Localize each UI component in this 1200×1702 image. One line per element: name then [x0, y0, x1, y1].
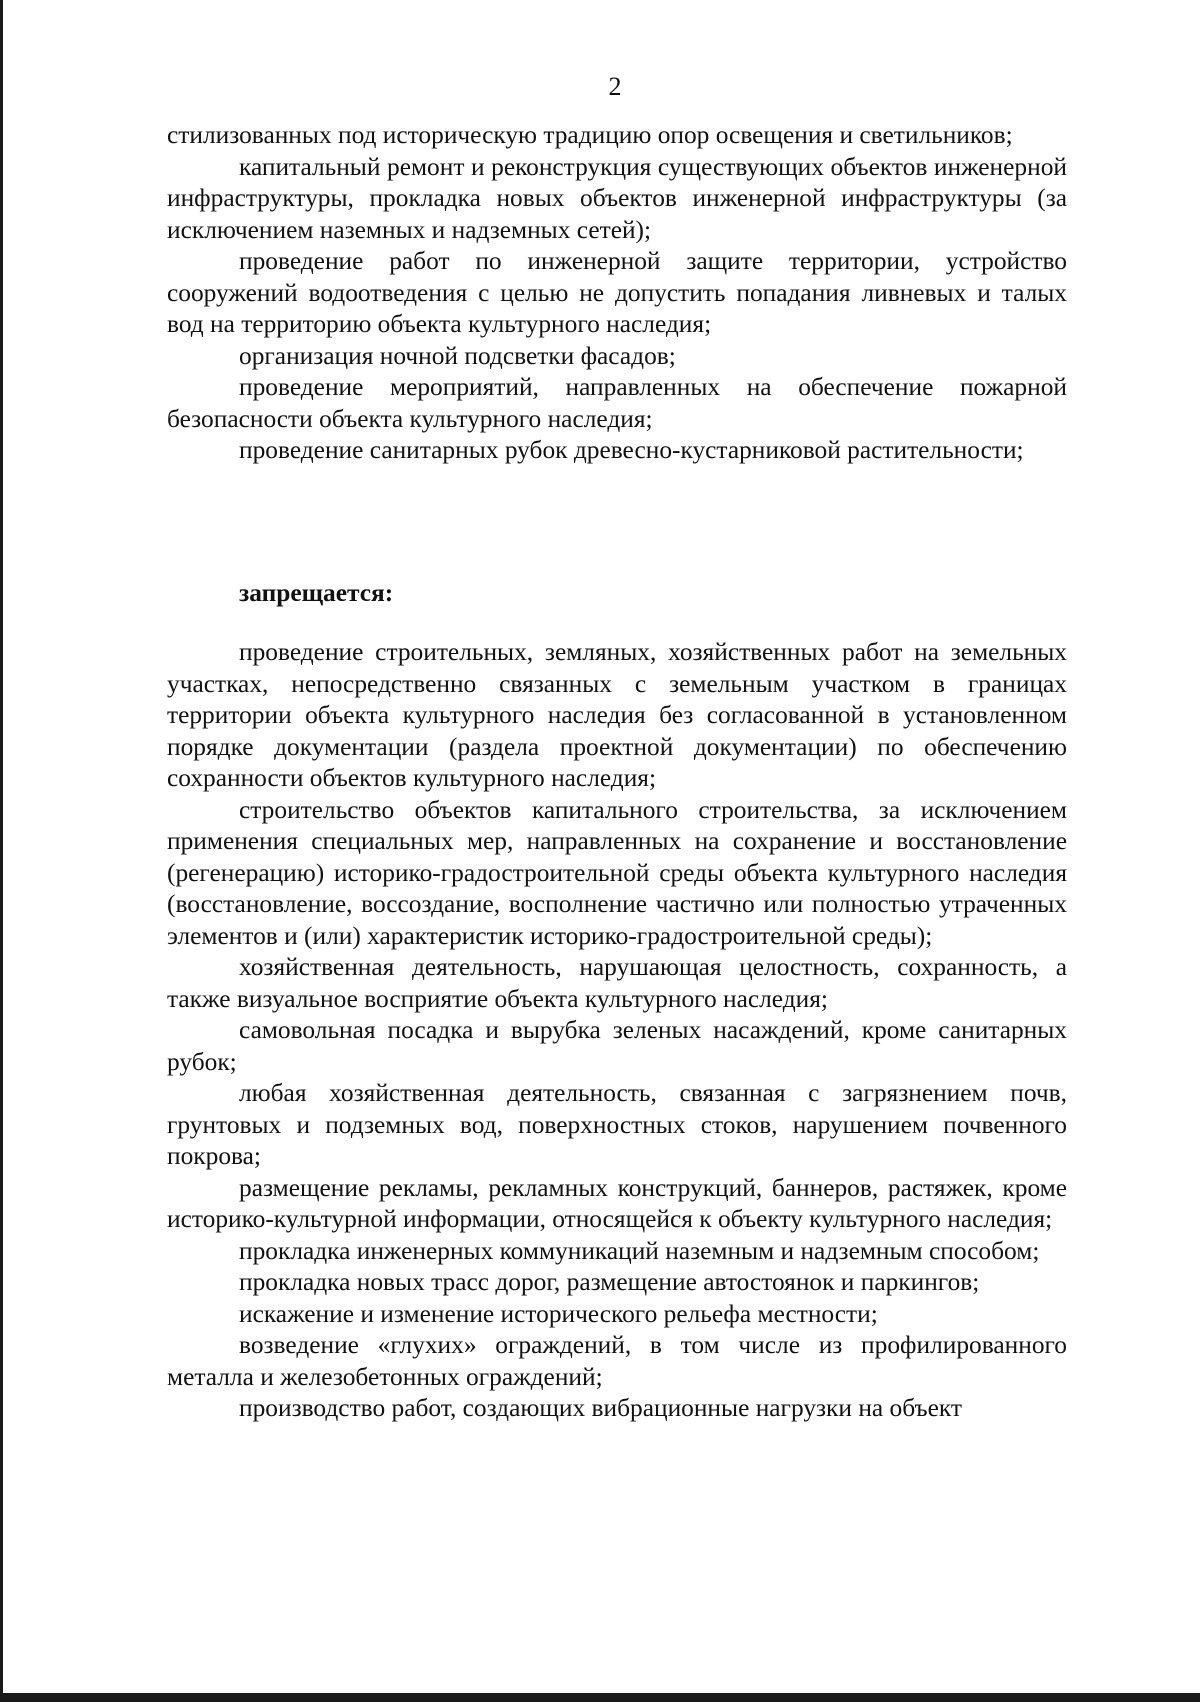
- prohibited-works-list: [167, 637, 1067, 1425]
- permitted-works-list: [167, 120, 1067, 467]
- list-item: стилизованных под историческую традицию опор освещения и светильников;: [167, 121, 1013, 149]
- list-item: проведение мероприятий, направленных на обеспечение пожарной безопасности объекта культурного наследия;: [167, 373, 1067, 433]
- list-item: любая хозяйственная деятельность, связанная с загрязнением почв, грунтовых и подземных вод, поверхностных стоков, нарушением почвенного покрова;: [167, 1079, 1067, 1170]
- scan-edge-left: [0, 0, 3, 1702]
- list-item: искажение и изменение исторического рельефа местности;: [239, 1299, 878, 1328]
- list-item: капитальный ремонт и реконструкция существующих объектов инженерной инфраструктуры, прокладка новых объектов инженерной инфраструктуры (за исключением наземных и надземных сетей);: [167, 152, 1067, 244]
- list-item: возведение «глухих» ограждений, в том числе из профилированного металла и железобетонных ограждений;: [167, 1331, 1067, 1391]
- list-item: размещение рекламы, рекламных конструкций, баннеров, растяжек, кроме историко-культурной информации, относящейся к объекту культурного наследия;: [167, 1173, 1067, 1233]
- list-item: проведение работ по инженерной защите территории, устройство сооружений водоотведения с целью не допустить попадания ливневых и талых вод на территорию объекта культурного наследия;: [167, 247, 1067, 338]
- list-item: прокладка новых трасс дорог, размещение автостоянок и паркингов;: [239, 1268, 980, 1296]
- page-number: 2: [608, 72, 622, 101]
- list-item: самовольная посадка и вырубка зеленых насаждений, кроме санитарных рубок;: [167, 1016, 1067, 1076]
- list-item: строительство объектов капитального строительства, за исключением применения специальных мер, направленных на сохранение и восстановление (регенерацию) историко-градостроительной среды объекта культурного наследия (восстановление, воссоздание, восполнение частично или полностью утраченных элементов и (или) характеристик историко-градостроительной среды);: [167, 795, 1067, 950]
- list-item: проведение строительных, земляных, хозяйственных работ на земельных участках, непосредственно связанных с земельным участком в границах территории объекта культурного наследия без согласованной в установленном порядке документации (раздела проектной документации) по обеспечению сохранности объектов культурного наследия;: [167, 638, 1067, 792]
- list-item: хозяйственная деятельность, нарушающая целостность, сохранность, а также визуальное восприятие объекта культурного наследия;: [167, 953, 1067, 1013]
- section-heading: запрещается:: [239, 579, 394, 607]
- list-item: организация ночной подсветки фасадов;: [239, 341, 676, 370]
- list-item: проведение санитарных рубок древесно-кустарниковой растительности;: [239, 436, 1024, 464]
- scan-edge-bottom: [0, 1693, 1200, 1702]
- list-item: прокладка инженерных коммуникаций наземным и надземным способом;: [239, 1236, 1040, 1265]
- list-item: производство работ, создающих вибрационные нагрузки на объект: [239, 1394, 963, 1422]
